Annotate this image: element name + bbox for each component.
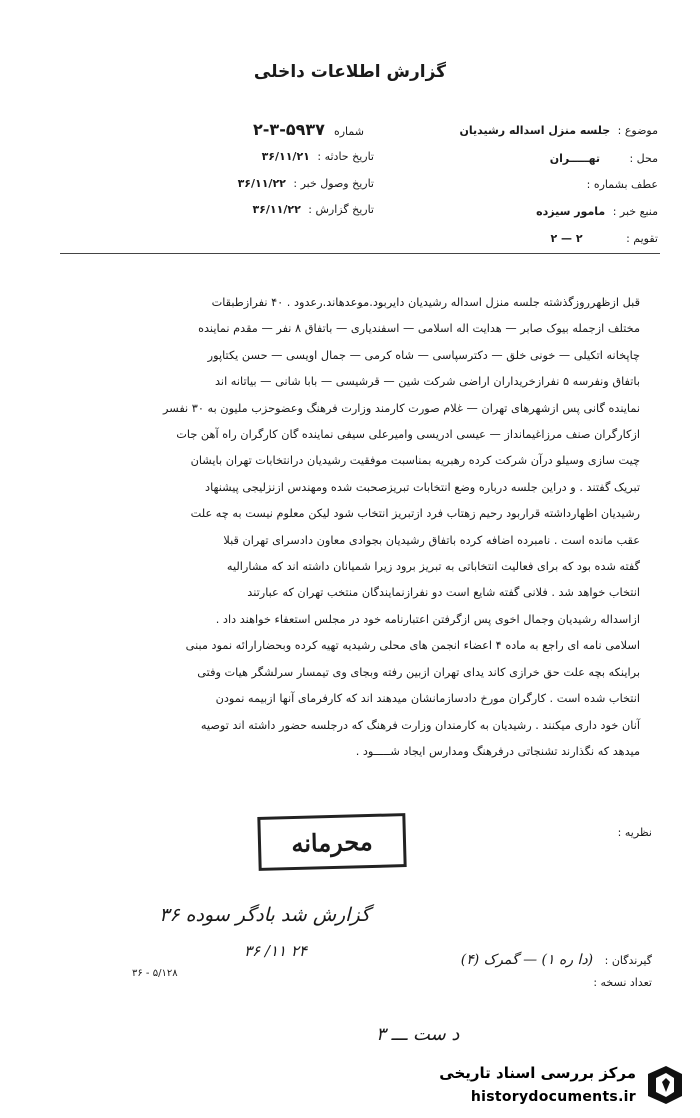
signature: گزارش شد بادگر سوده ۳۶ — [159, 904, 370, 926]
receipt-date-row — [238, 177, 374, 190]
number-row — [253, 120, 364, 139]
watermark-logo — [418, 1058, 694, 1114]
evaluation-value: ۲ — ۲ — [550, 232, 583, 245]
event-date-value: ۳۶/۱۱/۲۱ — [261, 150, 310, 163]
body-line: رشیدیان اظهارداشته قراربود رحیم زهتاب فرد ازتبریز انتخاب شود لیکن معلوم نیست به چه علت — [190, 507, 640, 521]
recipients-value: (دا ره ۱) — گمرک (۴) — [460, 952, 594, 968]
body-line: تبریک گفتند . و دراین جلسه درباره وضع انتخابات تبریزصحبت شده ومهندس ازنزلیجی پیشنهاد — [205, 480, 640, 494]
signature-date: ۲۴ ۱۱/ ۳۶ — [244, 942, 307, 960]
receipt-date-label: تاریخ وصول خبر : — [293, 177, 374, 190]
body-line: نماینده گانی پس ازشهرهای تهران — غلام صورت کارمند وزارت فرهنگ وعضوحزب ملیون به ۳۰ نفسر — [163, 401, 640, 415]
report-date-value: ۳۶/۱۱/۲۲ — [252, 203, 301, 216]
body-line: انتخاب خواهد شد . فلانی گفته شایع است دو نفرازنمایندگان منتخب تهران که عبارتند — [247, 586, 640, 600]
body-line: باتفاق ونفرسه ۵ نفرازخریداران اراضی شرکت شین — قرشیسی — بابا شانی — بیاتانه اند — [215, 375, 640, 389]
logo-url: historydocuments.ir — [470, 1089, 636, 1105]
confidential-stamp: محرمانه — [257, 813, 406, 871]
body-line: ازکارگران صنف مرزاغیمانداز — عیسی ادریسی وامیرعلی سیفی نماینده گان کارگران راه آهن جات — [176, 428, 640, 442]
number-label: شماره — [333, 125, 364, 138]
place-value: تهـــــران — [549, 152, 600, 165]
body-line: اسلامی نامه ای راجع به ماده ۴ اعضاء انجمن های محلی رشیدیه تهیه کرده وبحضارارائه نمود مبنی — [185, 639, 640, 653]
body-line: مختلف ازجمله بیوک صابر — هدایت اله اسلامی — اسفندیاری — باتفاق ۸ نفر — مقدم نماینده — [198, 322, 640, 336]
event-date-label: تاریخ حادثه : — [317, 150, 374, 163]
header-divider — [60, 253, 660, 254]
evaluation-row — [550, 232, 658, 245]
event-date-row — [262, 150, 374, 163]
subject-label: موضوع : — [617, 124, 658, 137]
bottom-scribble: د ست ـــ ۳ — [376, 1024, 460, 1045]
source-row — [536, 205, 658, 218]
body-line: براینکه بچه علت حق خرازی کاند یدای تهران ازبین رفته وبجای وی تیمسار سرلشگر هیات وفتی — [197, 665, 640, 679]
subject-row — [460, 124, 659, 137]
body-line: چیت سازی وسیلو درآن شرکت کرده رهبریه بمناسبت موفقیت رشیدیان درانتخابات تهران بایشان — [190, 454, 640, 468]
document-code: ۵/۱۲۸ - ۳۶ — [132, 968, 178, 979]
source-value: مامور سیزده — [536, 205, 606, 218]
subject-value: جلسه منزل اسداله رشیدیان — [459, 124, 611, 137]
document-title: گزارش اطلاعات داخلی — [253, 62, 447, 82]
body-line: چاپخانه اتکیلی — خونی خلق — دکترسپاسی — شاه کرمی — جمال اویسی — حسن یکتاپور — [207, 348, 640, 362]
logo-name: مرکز بررسی اسناد تاریخی — [439, 1064, 636, 1082]
evaluation-label: تقویم : — [626, 232, 658, 245]
report-body — [40, 290, 640, 765]
body-line: ازاسداله رشیدیان وجمال اخوی پس ازگرفتن اعتبارنامه خود در مجلس استعفاء خواهند داد . — [215, 612, 640, 626]
ref-row — [587, 178, 658, 191]
archive-logo-icon — [642, 1062, 688, 1108]
source-label: منبع خبر : — [612, 205, 658, 218]
place-label: محل : — [629, 152, 658, 165]
number-value: ۵۹۳۷-۳-۲ — [253, 120, 325, 139]
body-line: گفته شده بود که برای فعالیت انتخاباتی به تبریز برود زیرا شمیانان داشته اند که مشارالیه — [226, 560, 640, 574]
recipients-row — [461, 952, 652, 968]
body-line: عقب مانده است . نامبرده اضافه کرده باتفاق رشیدیان بجوادی معاون دادسرای تهران قبلا — [223, 533, 640, 547]
body-line: انتخاب شده است . کارگران مورخ دادسازمانشان میدهند اند که کارفرمای آنها ازبیمه نمودن — [215, 692, 640, 706]
body-line: میدهد که نگذارند تشنجاتی درفرهنگ ومدارس ایجاد شـــــود . — [355, 744, 640, 758]
copies-label: تعداد نسخه : — [593, 976, 652, 989]
opinion-label: نظریه : — [617, 826, 652, 839]
body-line: قبل ازظهرروزگذشته جلسه منزل اسداله رشیدیان دایربود.موعدهاند.رعدود . ۴۰ نفرازطبقات — [211, 296, 640, 309]
place-row — [550, 152, 658, 165]
report-date-label: تاریخ گزارش : — [308, 203, 374, 216]
recipients-label: گیرندگان : — [604, 954, 652, 967]
ref-label: عطف بشماره : — [586, 178, 658, 191]
report-date-row — [252, 203, 374, 216]
receipt-date-value: ۳۶/۱۱/۲۲ — [237, 177, 286, 190]
body-line: آنان خود داری میکنند . رشیدیان به کارمندان وزارت فرهنگ که درجلسه حضور داشته اند توصیه — [200, 718, 640, 732]
